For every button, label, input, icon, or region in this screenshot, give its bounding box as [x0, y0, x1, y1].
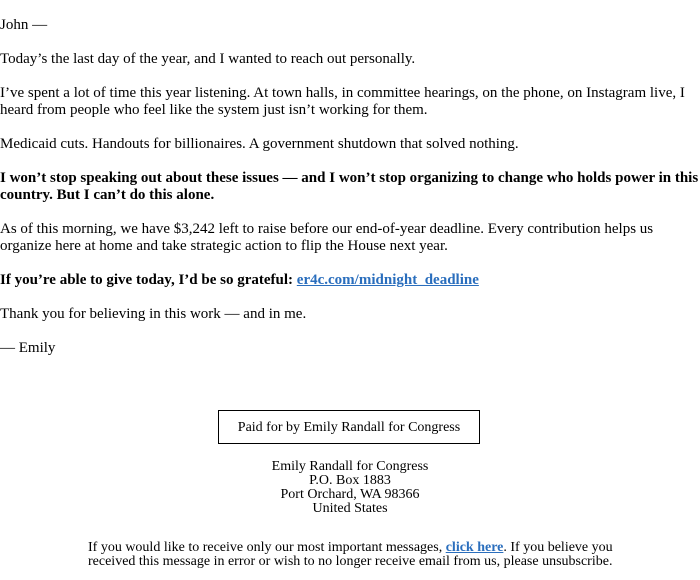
- footer-text-after: . If you believe you received this message in error or wish to no longer receive email from us, please unsubscribe.: [88, 540, 613, 569]
- preferences-link[interactable]: click here: [445, 540, 504, 555]
- address-country: United States: [312, 501, 388, 516]
- paragraph-intro: Today’s the last day of the year, and I wanted to reach out personally.: [0, 51, 416, 67]
- unsubscribe-footer: [88, 541, 628, 569]
- address-city: Port Orchard, WA 98366: [280, 487, 420, 502]
- paragraph-thanks: Thank you for believing in this work — and in me.: [0, 306, 307, 322]
- donation-ask-text: If you’re able to give today, I’d be so grateful:: [0, 272, 294, 288]
- paragraph-listening: I’ve spent a lot of time this year listening. At town halls, in committee hearings, on the phone, on Instagram live, I heard from people who feel like the system just isn’t working for them.: [0, 85, 685, 118]
- address-line1: P.O. Box 1883: [309, 473, 391, 488]
- donation-link[interactable]: er4c.com/midnight_deadline: [296, 272, 479, 288]
- paragraph-bold-statement: I won’t stop speaking out about these issues — and I won’t stop organizing to change who holds power in this country. But I can’t do this alone.: [0, 170, 699, 203]
- footer-text-before: If you would like to receive only our most important messages,: [88, 540, 443, 555]
- donation-ask: [0, 272, 700, 289]
- mailing-address: [0, 460, 700, 516]
- greeting: John —: [0, 17, 48, 33]
- address-name: Emily Randall for Congress: [271, 459, 429, 474]
- paid-for-disclaimer: Paid for by Emily Randall for Congress: [218, 410, 480, 444]
- paragraph-issues: Medicaid cuts. Handouts for billionaires. A government shutdown that solved nothing.: [0, 136, 519, 152]
- email-body: [0, 17, 700, 374]
- paragraph-fundraising: As of this morning, we have $3,242 left to raise before our end-of-year deadline. Every contribution helps us organize here at home and take strategic action to flip the House next year.: [0, 221, 654, 254]
- signoff: — Emily: [0, 340, 56, 356]
